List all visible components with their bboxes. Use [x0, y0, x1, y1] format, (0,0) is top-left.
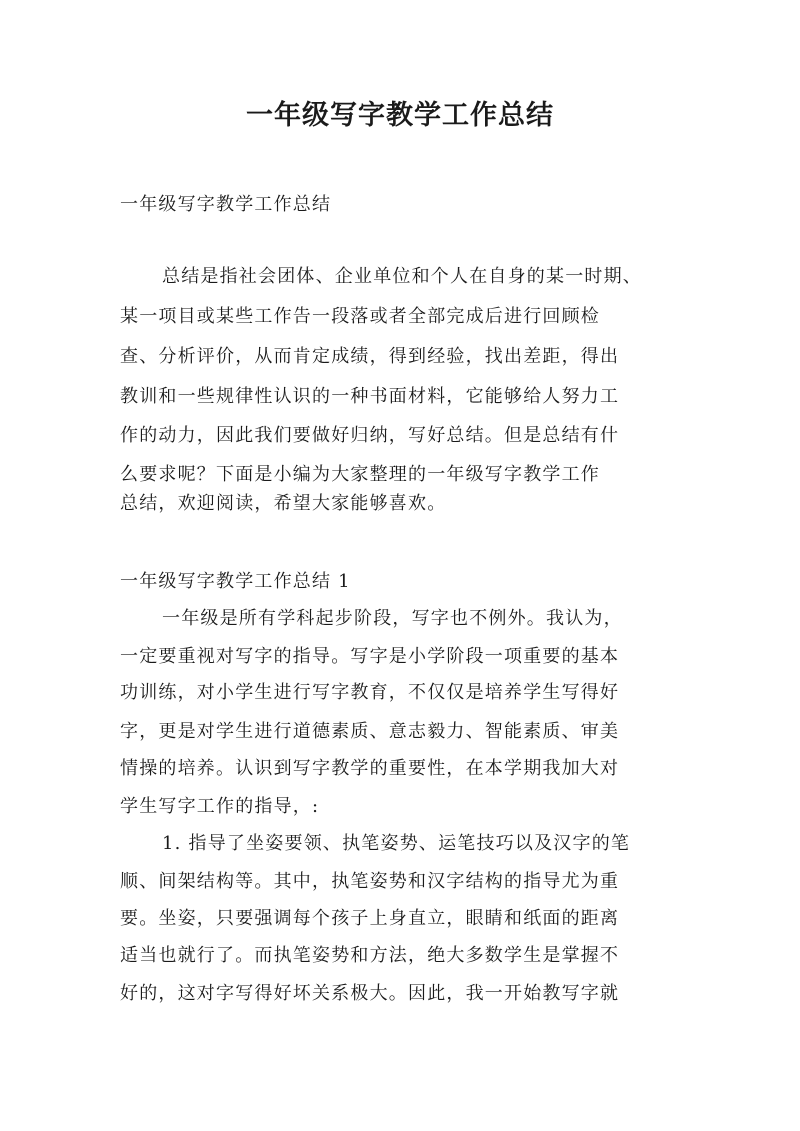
paragraph-line: 字，更是对学生进行道德素质、意志毅力、智能素质、审美 [120, 721, 620, 742]
paragraph-line: 功训练，对小学生进行写字教育，不仅仅是培养学生写得好 [120, 682, 620, 703]
paragraph-line: 一年级是所有学科起步阶段，写字也不例外。我认为， [162, 608, 623, 629]
list-item-line: 1. 指导了坐姿要领、执笔姿势、运笔技巧以及汉字的笔 [162, 833, 631, 854]
intro-line: 总结，欢迎阅读，希望大家能够喜欢。 [120, 493, 447, 514]
list-item-line: 顺、间架结构等。其中，执笔姿势和汉字结构的指导尤为重 [120, 871, 620, 892]
intro-line: 某一项目或某些工作告一段落或者全部完成后进行回顾检 [120, 306, 600, 327]
intro-line: 作的动力，因此我们要做好归纳，写好总结。但是总结有什 [120, 425, 620, 446]
intro-line: 总结是指社会团体、企业单位和个人在自身的某一时期、 [162, 266, 642, 287]
document-subtitle: 一年级写字教学工作总结 [120, 194, 332, 215]
intro-line: 么要求呢？下面是小编为大家整理的一年级写字教学工作 [120, 464, 600, 485]
document-title: 一年级写字教学工作总结 [246, 100, 554, 131]
intro-line: 教训和一些规律性认识的一种书面材料，它能够给人努力工 [120, 386, 620, 407]
list-item-line: 要。坐姿，只要强调每个孩子上身直立，眼睛和纸面的距离 [120, 908, 620, 929]
section-heading: 一年级写字教学工作总结 1 [120, 571, 351, 592]
list-item-line: 适当也就行了。而执笔姿势和方法，绝大多数学生是掌握不 [120, 945, 620, 966]
list-item-line: 好的，这对字写得好坏关系极大。因此，我一开始教写字就 [120, 983, 620, 1004]
paragraph-line: 学生写字工作的指导，: [120, 796, 320, 817]
paragraph-line: 一定要重视对写字的指导。写字是小学阶段一项重要的基本 [120, 646, 620, 667]
paragraph-line: 情操的培养。认识到写字教学的重要性，在本学期我加大对 [120, 758, 620, 779]
intro-line: 查、分析评价，从而肯定成绩，得到经验，找出差距，得出 [120, 346, 620, 367]
